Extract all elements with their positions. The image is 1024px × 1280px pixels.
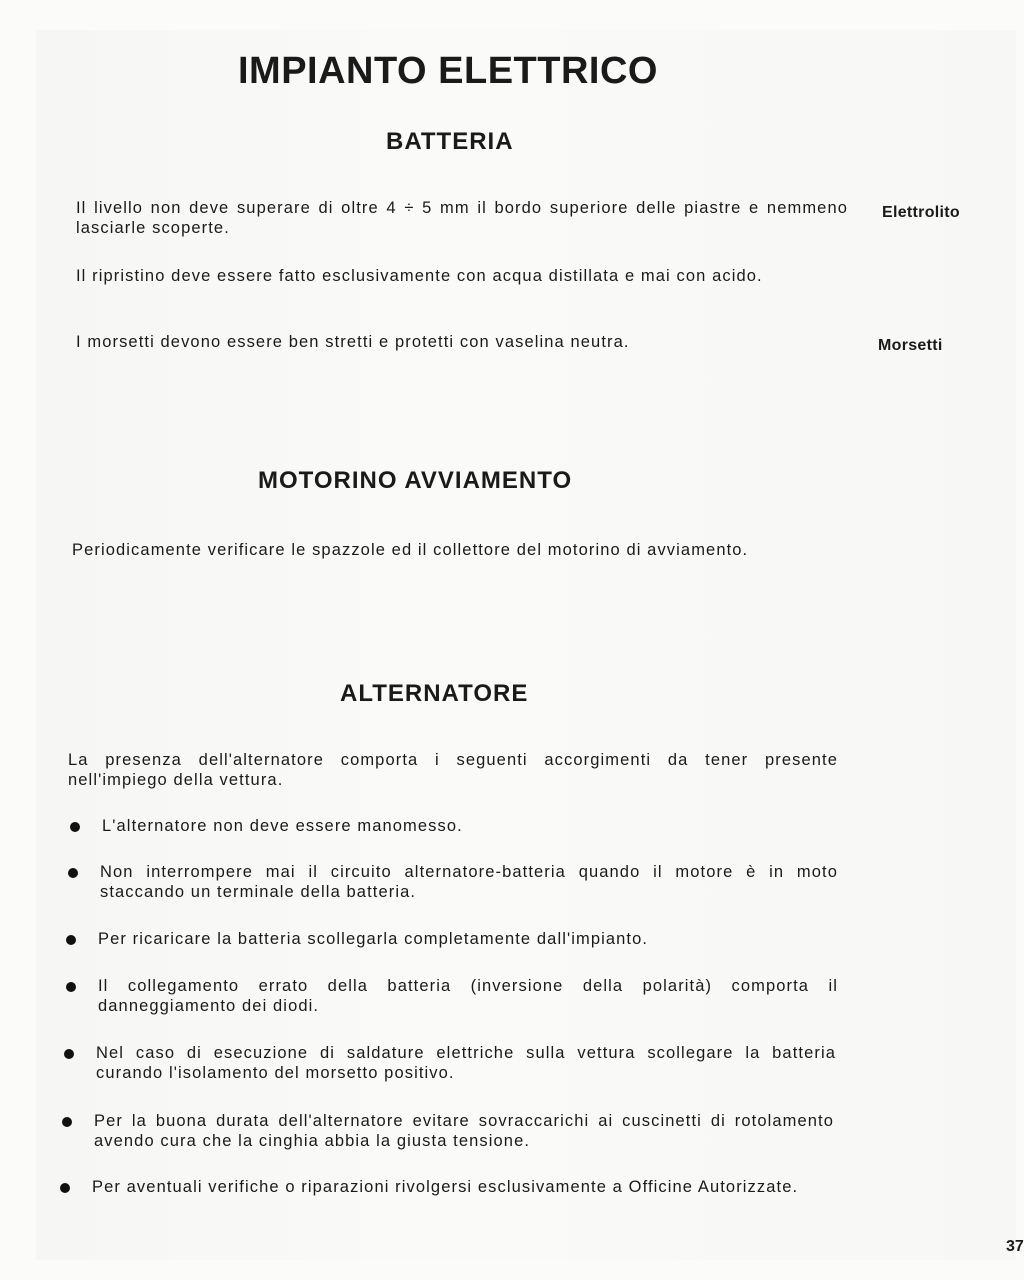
list-item-text: L'alternatore non deve essere manomesso. — [102, 817, 463, 835]
batteria-paragraph-morsetti: I morsetti devono essere ben stretti e protetti con vaselina neutra. — [76, 333, 630, 351]
list-item-text: Nel caso di esecuzione di saldature elettriche sulla vettura scollegare la batteria curando l'isolamento del morsetto positivo. — [96, 1044, 836, 1082]
section-heading-motorino-avviamento: MOTORINO AVVIAMENTO — [258, 467, 573, 494]
list-item — [64, 1043, 836, 1083]
list-item-text: Per la buona durata dell'alternatore evitare sovraccarichi ai cuscinetti di rotolamento avendo cura che la cinghia abbia la giusta tensione. — [94, 1112, 834, 1150]
bullet-icon — [62, 1117, 72, 1127]
bullet-icon — [64, 1049, 74, 1059]
page-number: 37 — [1006, 1238, 1024, 1255]
list-item — [60, 1177, 832, 1197]
side-label-elettrolito: Elettrolito — [882, 204, 960, 221]
section-heading-batteria: BATTERIA — [386, 128, 514, 155]
bullet-icon — [68, 868, 78, 878]
batteria-paragraph-ripristino: Il ripristino deve essere fatto esclusivamente con acqua distillata e mai con acido. — [76, 267, 763, 285]
bullet-icon — [66, 935, 76, 945]
section-heading-alternatore: ALTERNATORE — [340, 680, 529, 707]
motorino-paragraph: Periodicamente verificare le spazzole ed il collettore del motorino di avviamento. — [72, 541, 749, 559]
list-item-text: Per aventuali verifiche o riparazioni rivolgersi esclusivamente a Officine Autorizzate. — [92, 1178, 799, 1196]
list-item-text: Il collegamento errato della batteria (inversione della polarità) comporta il danneggiamento dei diodi. — [98, 977, 838, 1015]
list-item — [62, 1111, 834, 1151]
list-item-text: Per ricaricare la batteria scollegarla completamente dall'impianto. — [98, 930, 649, 948]
list-item — [66, 929, 836, 949]
list-item — [66, 976, 838, 1016]
batteria-paragraph-livello: Il livello non deve superare di oltre 4 ÷ 5 mm il bordo superiore delle piastre e nemmeno lasciarle scoperte. — [76, 199, 848, 237]
alternatore-intro: La presenza dell'alternatore comporta i seguenti accorgimenti da tener presente nell'impiego della vettura. — [68, 751, 838, 789]
list-item — [70, 816, 838, 836]
list-item-text: Non interrompere mai il circuito alternatore-batteria quando il motore è in moto staccando un terminale della batteria. — [100, 863, 838, 901]
list-item — [68, 862, 838, 902]
bullet-icon — [60, 1183, 70, 1193]
page-title: IMPIANTO ELETTRICO — [238, 50, 658, 92]
bullet-icon — [66, 982, 76, 992]
bullet-icon — [70, 822, 80, 832]
side-label-morsetti: Morsetti — [878, 337, 943, 354]
